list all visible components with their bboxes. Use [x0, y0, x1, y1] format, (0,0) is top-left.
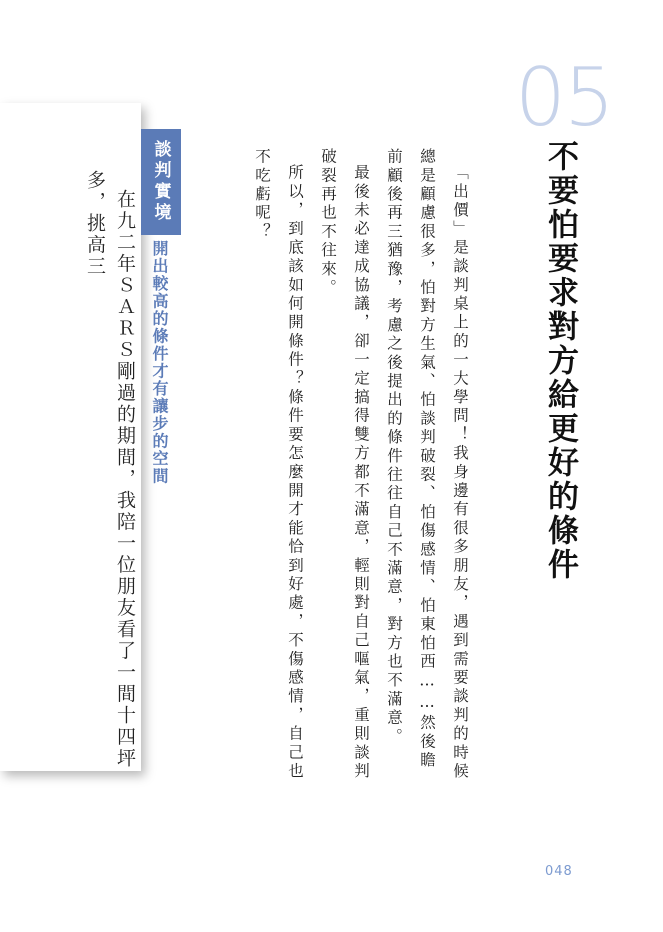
- body-text: [245, 148, 476, 788]
- body-paragraph-1: 「出價」是談判桌上的一大學問！我身邊有很多朋友，遇到需要談判的時候總是顧慮很多，怕對方生氣、怕談判破裂、怕傷感情、怕東怕西……然後瞻前顧後再三猶豫，考慮之後提出的條件往往自己不滿意，對方也不滿意。: [385, 148, 469, 781]
- body-paragraph-3: 所以，到底該如何開條件？條件要怎麼開才能恰到好處，不傷感情，自己也不吃虧呢？: [253, 148, 304, 781]
- body-paragraph-2: 最後未必達成協議，卻一定搞得雙方都不滿意，輕則對自己嘔氣，重則談判破裂再也不往來。: [319, 148, 370, 781]
- page-number: 048: [545, 864, 573, 879]
- chapter-number: 05: [515, 51, 613, 144]
- case-tag: [141, 129, 181, 235]
- chapter-title: 不要怕要求對方給更好的條件: [542, 140, 578, 582]
- case-paragraph: 在九二年ＳＡＲＳ剛過的期間，我陪一位朋友看了一間十四坪多，挑高三: [84, 170, 136, 770]
- case-text: [80, 170, 140, 770]
- case-tag-label: 談判實境: [150, 140, 171, 224]
- case-subtitle: 開出較高的條件才有讓步的空間: [150, 240, 169, 485]
